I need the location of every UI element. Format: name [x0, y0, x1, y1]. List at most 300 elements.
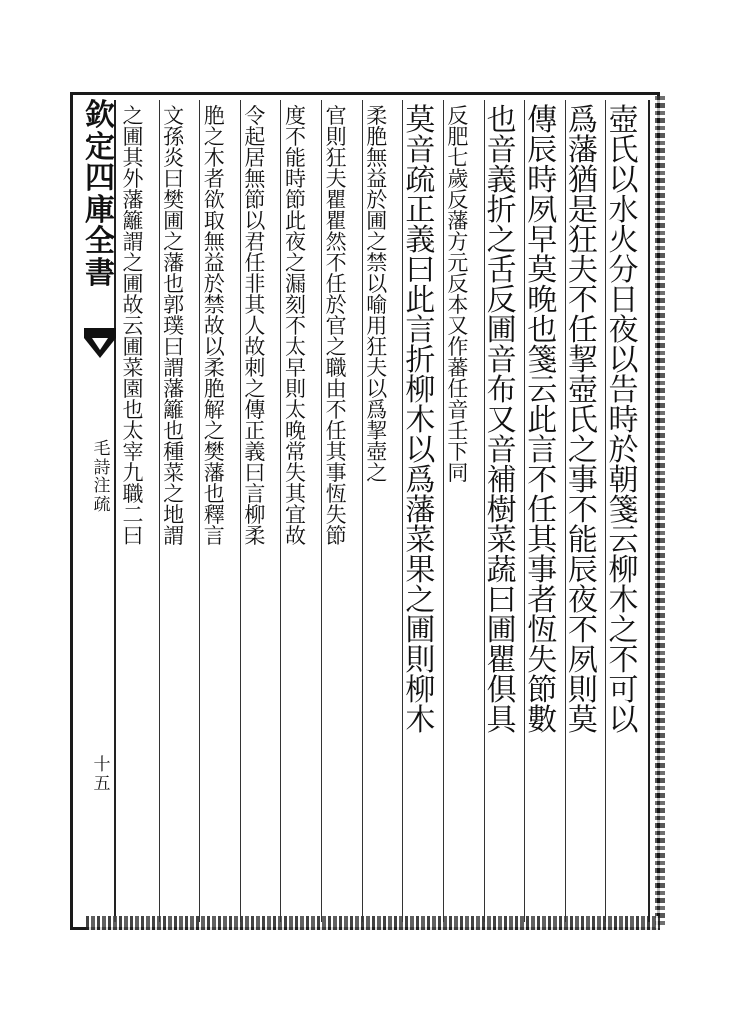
column-char: 壺	[366, 440, 398, 464]
column-char: 爲	[366, 398, 398, 422]
column-char: 木	[608, 583, 643, 618]
column-char: 氏	[567, 403, 603, 438]
column-char: 度	[284, 104, 317, 128]
column-char: 不	[608, 643, 643, 678]
column-char: 日	[608, 283, 643, 318]
column-char: 釋	[203, 503, 236, 527]
margin-title-char: 全	[85, 224, 115, 259]
column-char: 云	[527, 373, 562, 408]
column-char: 失	[527, 643, 562, 678]
column-char: 者	[527, 583, 562, 618]
column-char: 君	[244, 230, 276, 254]
column-char: 補	[486, 463, 522, 498]
column-char: 能	[567, 523, 603, 558]
column-char: 職	[122, 482, 155, 506]
column-char: 夫	[366, 356, 398, 380]
column-char: 音	[486, 343, 522, 378]
column-char: 起	[244, 125, 276, 149]
column-char: 其	[122, 146, 155, 170]
column-char: 事	[527, 553, 562, 588]
column-char: 爲	[405, 463, 440, 498]
column-rule	[362, 100, 363, 922]
column-char: 藩	[405, 493, 440, 528]
column-char: 能	[284, 146, 317, 170]
column-char: 也	[486, 103, 522, 138]
column-char: 之	[284, 251, 317, 275]
column-char: 言	[405, 313, 440, 348]
column-char: 常	[284, 440, 317, 464]
column-char: 居	[244, 146, 276, 170]
column-char: 曰	[486, 583, 522, 618]
column-char: 義	[244, 440, 276, 464]
column-char: 則	[567, 673, 603, 708]
column-char: 歲	[447, 167, 480, 191]
column-char: 無	[203, 230, 236, 254]
column-char: 園	[122, 377, 155, 401]
column-char: 節	[325, 524, 358, 548]
column-char: 圃	[405, 613, 440, 648]
column-char: 菜	[486, 523, 522, 558]
column-char: 反	[447, 188, 480, 212]
column-char: 夫	[567, 253, 603, 288]
column-char: 柔	[366, 104, 398, 128]
column-char: 狂	[366, 335, 398, 359]
text-column-3	[527, 103, 562, 738]
column-char: 事	[567, 463, 603, 498]
column-char: 早	[284, 356, 317, 380]
margin-title-char: 定	[85, 129, 115, 165]
column-char: 圃	[122, 335, 155, 359]
column-char: 不	[567, 283, 603, 318]
text-column-11	[203, 104, 236, 548]
column-char: 早	[527, 223, 562, 258]
column-char: 菜	[163, 461, 195, 485]
column-rule	[402, 100, 403, 922]
column-char: 本	[447, 293, 480, 317]
column-char: 恆	[325, 482, 358, 506]
column-char: 夙	[567, 643, 603, 678]
column-char: 辰	[567, 553, 603, 588]
column-char: 藩	[163, 251, 195, 275]
column-char: 無	[366, 146, 398, 170]
column-char: 瞿	[486, 643, 522, 678]
column-char: 又	[486, 403, 522, 438]
column-char: 反	[486, 283, 522, 318]
column-char: 圃	[486, 313, 522, 348]
column-char: 義	[486, 163, 522, 198]
column-char: 失	[325, 503, 358, 527]
column-char: 水	[608, 193, 643, 228]
column-char: 夜	[284, 230, 317, 254]
margin-book-name	[92, 440, 112, 515]
margin-divider-right	[648, 100, 650, 922]
column-char: 火	[608, 223, 643, 258]
margin-page-number-char: 五	[93, 773, 111, 794]
column-char: 其	[527, 523, 562, 558]
column-char: 不	[284, 125, 317, 149]
column-rule	[484, 100, 485, 922]
column-char: 正	[244, 419, 276, 443]
margin-title-char: 庫	[85, 192, 115, 228]
column-char: 挈	[567, 343, 603, 378]
margin-book-name-char: 毛	[93, 439, 111, 459]
column-char: 人	[244, 314, 276, 338]
column-char: 其	[325, 440, 358, 464]
column-char: 云	[122, 314, 155, 338]
column-rule	[524, 100, 525, 922]
column-char: 以	[608, 343, 643, 378]
column-char: 夙	[527, 193, 562, 228]
column-char: 不	[325, 251, 358, 275]
column-char: 猶	[567, 163, 603, 198]
column-char: 故	[203, 314, 236, 338]
column-char: 柳	[244, 503, 276, 527]
column-char: 無	[244, 167, 276, 191]
column-char: 此	[284, 209, 317, 233]
column-char: 音	[447, 398, 480, 422]
column-char: 脃	[203, 377, 236, 401]
column-char: 之	[608, 613, 643, 648]
column-char: 圃	[163, 209, 195, 233]
margin-book-name-char: 注	[93, 476, 111, 497]
column-char: 恆	[527, 613, 562, 648]
column-char: 益	[366, 167, 398, 191]
column-char: 木	[405, 703, 440, 738]
column-char: 解	[203, 398, 236, 422]
column-char: 晚	[284, 419, 317, 443]
column-char: 故	[244, 335, 276, 359]
margin-title	[84, 100, 116, 289]
column-char: 不	[284, 314, 317, 338]
column-char: 莫	[567, 703, 603, 738]
text-column-13	[122, 104, 155, 548]
column-char: 任	[567, 313, 603, 348]
column-char: 箋	[608, 493, 643, 528]
column-char: 孫	[163, 125, 195, 149]
column-char: 節	[284, 188, 317, 212]
column-char: 分	[608, 253, 643, 288]
column-char: 作	[447, 335, 480, 359]
column-char: 任	[325, 419, 358, 443]
column-rule	[565, 100, 566, 922]
column-char: 音	[405, 133, 440, 168]
column-char: 任	[244, 251, 276, 275]
column-rule	[443, 100, 444, 922]
column-char: 益	[203, 251, 236, 275]
column-char: 曰	[244, 461, 276, 485]
column-char: 以	[203, 335, 236, 359]
column-char: 則	[325, 125, 358, 149]
column-char: 朝	[608, 463, 643, 498]
column-char: 者	[203, 167, 236, 191]
column-char: 則	[284, 377, 317, 401]
column-rule	[605, 100, 606, 922]
column-char: 樊	[163, 188, 195, 212]
column-char: 云	[608, 523, 643, 558]
column-char: 之	[405, 583, 440, 618]
column-char: 菜	[122, 356, 155, 380]
fish-tail-mark-icon	[84, 328, 116, 372]
column-char: 言	[527, 433, 562, 468]
column-rule	[280, 100, 281, 922]
column-char: 任	[447, 377, 480, 401]
column-char: 肥	[447, 125, 480, 149]
column-char: 地	[163, 503, 195, 527]
column-char: 是	[567, 193, 603, 228]
text-column-12	[163, 104, 195, 548]
column-char: 又	[447, 314, 480, 338]
column-char: 脃	[366, 125, 398, 149]
column-char: 太	[284, 398, 317, 422]
column-char: 此	[405, 283, 440, 318]
column-char: 炎	[163, 146, 195, 170]
column-char: 節	[527, 673, 562, 708]
column-char: 時	[527, 163, 562, 198]
column-char: 狂	[567, 223, 603, 258]
text-column-5	[447, 104, 480, 485]
column-char: 言	[203, 524, 236, 548]
column-char: 也	[122, 398, 155, 422]
column-char: 郭	[163, 293, 195, 317]
column-char: 時	[608, 403, 643, 438]
column-char: 之	[163, 230, 195, 254]
column-char: 之	[122, 251, 155, 275]
column-char: 故	[122, 293, 155, 317]
column-char: 之	[567, 433, 603, 468]
column-char: 以	[244, 209, 276, 233]
column-char: 則	[405, 643, 440, 678]
column-char: 柔	[203, 356, 236, 380]
column-char: 柳	[608, 553, 643, 588]
column-char: 用	[366, 314, 398, 338]
column-char: 挈	[366, 419, 398, 443]
column-char: 之	[366, 230, 398, 254]
column-char: 時	[284, 167, 317, 191]
column-char: 職	[325, 356, 358, 380]
column-char: 故	[284, 524, 317, 548]
column-char: 夫	[325, 167, 358, 191]
column-char: 蔬	[486, 553, 522, 588]
column-char: 布	[486, 373, 522, 408]
column-char: 音	[486, 433, 522, 468]
margin-book-name-char: 詩	[93, 457, 111, 478]
column-char: 夜	[608, 313, 643, 348]
column-char: 令	[244, 104, 276, 128]
column-char: 反	[447, 272, 480, 296]
column-char: 璞	[163, 314, 195, 338]
column-char: 音	[486, 133, 522, 168]
column-char: 喻	[366, 293, 398, 317]
column-char: 藩	[447, 209, 480, 233]
column-char: 樊	[203, 440, 236, 464]
column-char: 以	[405, 433, 440, 468]
column-char: 事	[325, 461, 358, 485]
column-char: 之	[122, 104, 155, 128]
column-char: 刻	[284, 293, 317, 317]
column-char: 爲	[567, 103, 603, 138]
column-char: 然	[325, 230, 358, 254]
text-column-9	[284, 104, 317, 548]
column-char: 任	[527, 493, 562, 528]
column-char: 謂	[122, 230, 155, 254]
column-char: 於	[366, 188, 398, 212]
column-char: 漏	[284, 272, 317, 296]
column-rule	[199, 100, 200, 922]
column-char: 柔	[244, 524, 276, 548]
column-char: 之	[244, 377, 276, 401]
column-char: 太	[122, 419, 155, 443]
column-rule	[240, 100, 241, 922]
column-char: 宜	[284, 503, 317, 527]
column-char: 其	[244, 293, 276, 317]
column-char: 不	[567, 613, 603, 648]
column-char: 氏	[608, 133, 643, 168]
margin-page-number	[92, 756, 112, 793]
column-rule	[159, 100, 160, 922]
column-char: 以	[366, 272, 398, 296]
column-char: 夜	[567, 583, 603, 618]
column-char: 菜	[405, 523, 440, 558]
column-char: 折	[486, 193, 522, 228]
column-char: 瞿	[325, 209, 358, 233]
column-char: 告	[608, 373, 643, 408]
column-char: 曰	[405, 253, 440, 288]
text-column-4	[486, 103, 522, 738]
column-char: 正	[405, 193, 440, 228]
text-column-6	[405, 103, 440, 738]
column-char: 之	[203, 419, 236, 443]
column-char: 七	[447, 146, 480, 170]
column-char: 果	[405, 553, 440, 588]
column-char: 圃	[486, 613, 522, 648]
column-char: 外	[122, 167, 155, 191]
column-char: 狂	[325, 146, 358, 170]
column-char: 不	[567, 493, 603, 528]
column-char: 脃	[203, 104, 236, 128]
column-char: 禁	[203, 293, 236, 317]
column-char: 壺	[567, 373, 603, 408]
column-char: 木	[203, 146, 236, 170]
column-char: 以	[366, 377, 398, 401]
text-column-1	[608, 103, 643, 738]
column-char: 官	[325, 104, 358, 128]
column-char: 樹	[486, 493, 522, 528]
margin-title-char: 四	[85, 161, 115, 196]
column-char: 之	[203, 125, 236, 149]
column-char: 籬	[163, 398, 195, 422]
column-char: 柳	[405, 673, 440, 708]
margin-book-name-char: 疏	[93, 495, 111, 516]
column-char: 圃	[366, 209, 398, 233]
column-char: 方	[447, 230, 480, 254]
column-char: 之	[366, 461, 398, 485]
column-char: 也	[163, 272, 195, 296]
column-char: 也	[527, 313, 562, 348]
margin-title-char: 欽	[85, 98, 115, 133]
column-char: 壺	[608, 103, 643, 138]
column-char: 由	[325, 377, 358, 401]
column-char: 俱	[486, 673, 522, 708]
column-char: 不	[325, 398, 358, 422]
column-char: 種	[163, 440, 195, 464]
text-column-7	[366, 104, 398, 485]
column-char: 謂	[163, 524, 195, 548]
text-column-2	[567, 103, 603, 738]
column-char: 取	[203, 209, 236, 233]
column-char: 欲	[203, 188, 236, 212]
column-char: 可	[608, 673, 643, 708]
column-char: 曰	[163, 167, 195, 191]
column-char: 箋	[527, 343, 562, 378]
column-char: 辰	[527, 133, 562, 168]
column-char: 於	[203, 272, 236, 296]
column-char: 數	[527, 703, 562, 738]
column-char: 謂	[163, 356, 195, 380]
column-char: 下	[447, 440, 480, 464]
column-char: 舌	[486, 253, 522, 288]
scan-edge-noise	[655, 96, 665, 928]
column-char: 莫	[405, 103, 440, 138]
column-char: 同	[447, 461, 480, 485]
column-char: 於	[325, 293, 358, 317]
column-char: 其	[284, 482, 317, 506]
column-char: 疏	[405, 163, 440, 198]
column-char: 之	[163, 482, 195, 506]
column-char: 圃	[122, 272, 155, 296]
column-char: 禁	[366, 251, 398, 275]
text-column-8	[325, 104, 358, 548]
column-char: 言	[244, 482, 276, 506]
column-char: 節	[244, 188, 276, 212]
column-char: 文	[163, 104, 195, 128]
column-char: 官	[325, 314, 358, 338]
column-char: 宰	[122, 440, 155, 464]
text-column-10	[244, 104, 276, 548]
column-char: 此	[527, 403, 562, 438]
column-char: 藩	[122, 188, 155, 212]
column-char: 晚	[527, 283, 562, 318]
scan-bottom-noise	[86, 916, 660, 930]
column-char: 非	[244, 272, 276, 296]
column-char: 柳	[405, 373, 440, 408]
column-char: 刺	[244, 356, 276, 380]
column-char: 蕃	[447, 356, 480, 380]
column-char: 曰	[122, 524, 155, 548]
column-char: 莫	[527, 253, 562, 288]
column-char: 藩	[203, 461, 236, 485]
margin-page-number-char: 十	[93, 755, 111, 775]
column-char: 具	[486, 703, 522, 738]
column-char: 於	[608, 433, 643, 468]
column-rule	[321, 100, 322, 922]
column-char: 折	[405, 343, 440, 378]
column-char: 傳	[527, 103, 562, 138]
column-char: 也	[163, 419, 195, 443]
column-char: 以	[608, 703, 643, 738]
column-char: 以	[608, 163, 643, 198]
column-char: 瞿	[325, 188, 358, 212]
column-char: 失	[284, 461, 317, 485]
column-char: 任	[325, 272, 358, 296]
column-char: 太	[284, 335, 317, 359]
column-char: 藩	[163, 377, 195, 401]
column-char: 元	[447, 251, 480, 275]
column-char: 九	[122, 461, 155, 485]
column-char: 傳	[244, 398, 276, 422]
column-char: 不	[527, 463, 562, 498]
column-char: 二	[122, 503, 155, 527]
margin-title-char: 書	[85, 255, 115, 291]
